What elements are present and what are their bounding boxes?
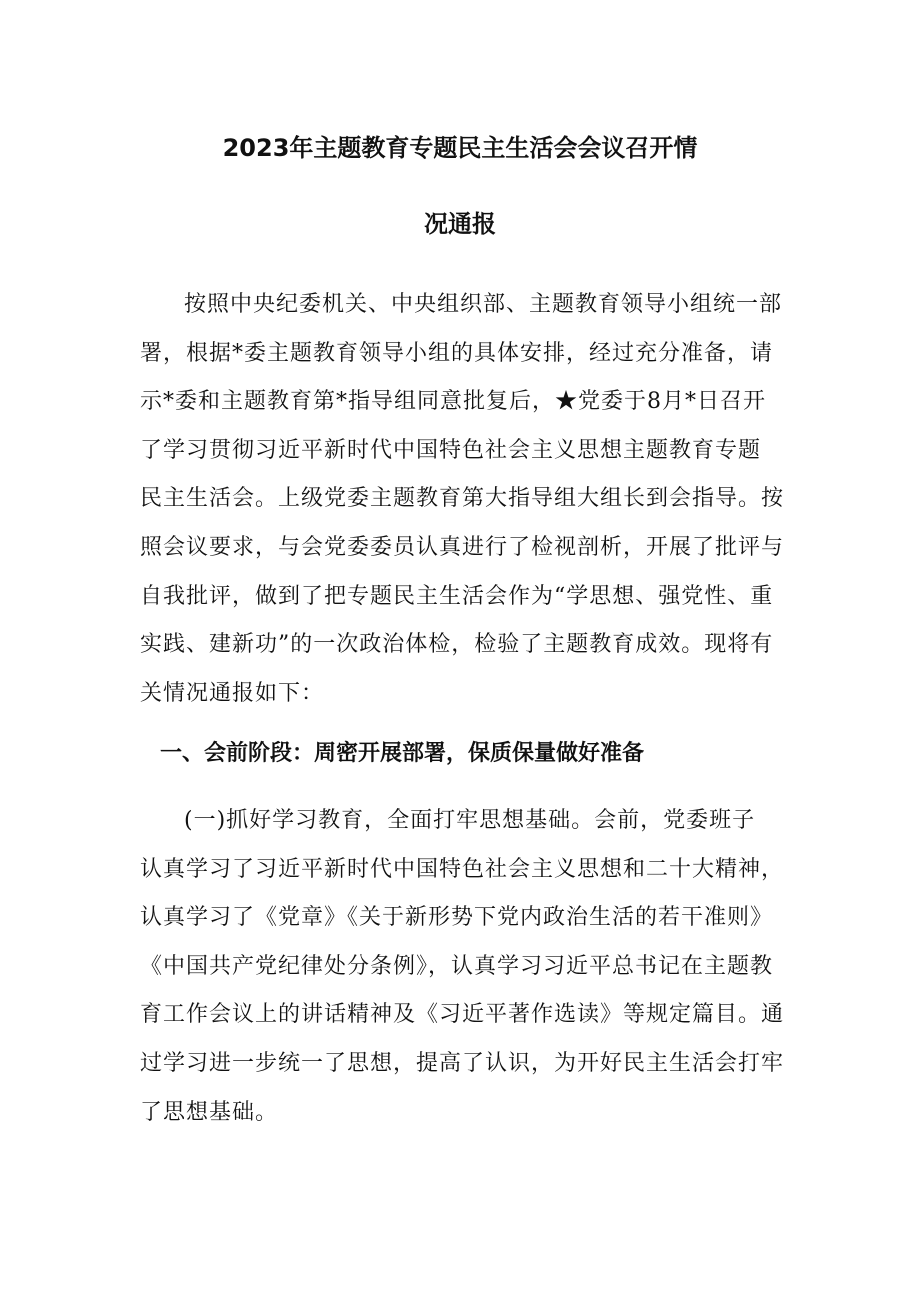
study-paragraph (140, 797, 790, 1137)
paragraph-line: 按照中央纪委机关、中央组织部、主题教育领导小组统一部 (184, 292, 783, 317)
paragraph-line: 育工作会议上的讲话精神及《习近平著作选读》等规定篇目。通 (140, 1002, 785, 1028)
paragraph-line: 自我批评，做到了把专题民主生活会作为“学思想、强党性、重 (140, 583, 774, 609)
document-title-line-1: 2023年主题教育专题民主生活会会议召开情 (222, 134, 698, 162)
paragraph-line: 示*委和主题教育第*指导组同意批复后，★党委于8月*日召开 (140, 389, 766, 415)
paragraph-line: 过学习进一步统一了思想，提高了认识，为开好民主生活会打牢 (140, 1050, 785, 1076)
paragraph-line: 了思想基础。 (140, 1099, 279, 1125)
paragraph-line: 实践、建新功”的一次政治体检，检验了主题教育成效。现将有 (140, 632, 774, 658)
paragraph-line: 了学习贯彻习近平新时代中国特色社会主义思想主题教育专题 (140, 437, 762, 463)
paragraph-line: 民主生活会。上级党委主题教育第大指导组大组长到会指导。按 (140, 486, 785, 512)
paragraph-line: 认真学习了习近平新时代中国特色社会主义思想和二十大精神， (140, 856, 785, 882)
paragraph-line: 署，根据*委主题教育领导小组的具体安排，经过充分准备，请 (140, 340, 774, 366)
paragraph-line: (一)抓好学习教育，全面打牢思想基础。会前，党委班子 (184, 808, 756, 833)
paragraph-line: 《中国共产党纪律处分条例》，认真学习习近平总书记在主题教 (140, 953, 774, 979)
paragraph-line: 认真学习了《党章》《关于新形势下党内政治生活的若干准则》 (140, 905, 774, 931)
intro-paragraph (140, 281, 790, 718)
section-heading-1: 一、会前阶段：周密开展部署，保质保量做好准备 (160, 741, 645, 766)
paragraph-line: 照会议要求，与会党委委员认真进行了检视剖析，开展了批评与 (140, 534, 785, 560)
document-title-line-2: 况通报 (424, 210, 496, 238)
paragraph-line: 关情况通报如下： (140, 680, 325, 706)
